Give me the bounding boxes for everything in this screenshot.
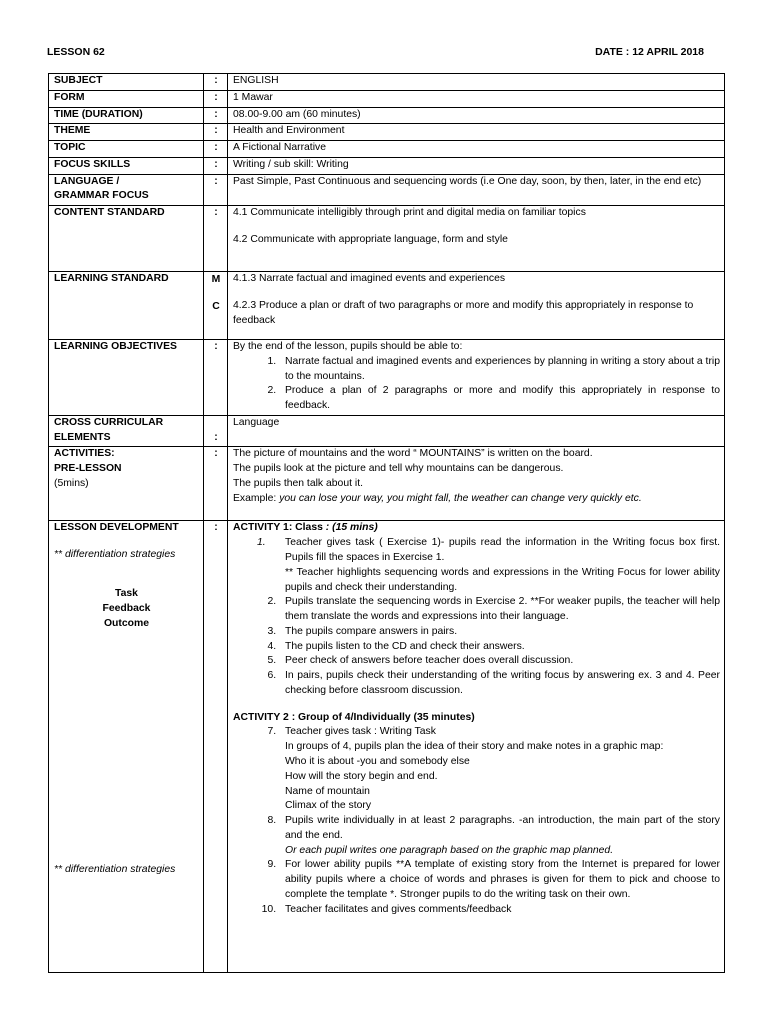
row-time: [49, 107, 725, 124]
colon: :: [204, 447, 228, 521]
focus-skills-label: FOCUS SKILLS: [49, 157, 204, 174]
activity-2-item: 10. Teacher facilitates and gives comments/feedback: [279, 903, 720, 918]
row-topic: [49, 141, 725, 158]
learning-objectives-value: [228, 340, 725, 416]
objective-item: 1. Narrate factual and imagined events and experiences by planning in writing a story about a trip to the mountains.: [279, 355, 720, 385]
language-label-line1: LANGUAGE /: [54, 175, 120, 187]
objectives-intro: By the end of the lesson, pupils should be able to:: [233, 341, 463, 353]
cross-curricular-label: [49, 415, 204, 447]
row-activities: [49, 447, 725, 521]
activities-label: [49, 447, 204, 521]
lesson-development-value: [228, 521, 725, 973]
colon: :: [204, 141, 228, 158]
language-value: Past Simple, Past Continuous and sequencing words (i.e One day, soon, by then, later, in the end etc): [228, 174, 725, 206]
differentiation-note: ** differentiation strategies: [54, 549, 176, 561]
activity-line: The pupils look at the picture and tell why mountains can be dangerous.: [233, 463, 564, 475]
cross-curricular-value: Language: [228, 415, 725, 447]
row-subject: [49, 74, 725, 91]
colon: :: [204, 415, 228, 447]
learning-standard-marker: [204, 272, 228, 340]
activity-2-title: ACTIVITY 2 : Group of 4/Individually (35 minutes): [233, 711, 475, 723]
row-lesson-development: [49, 521, 725, 973]
colon: :: [204, 90, 228, 107]
activity-1-item: 2. Pupils translate the sequencing words in Exercise 2. **For weaker pupils, the teacher will help them translate the words and expressions into their language.: [279, 595, 720, 625]
time-label: TIME (DURATION): [49, 107, 204, 124]
objective-item: 2. Produce a plan of 2 paragraphs or more and modify this appropriately in response to feedback.: [279, 384, 720, 414]
row-content-standard: [49, 206, 725, 272]
row-cross-curricular: [49, 415, 725, 447]
colon: :: [204, 107, 228, 124]
form-label: FORM: [49, 90, 204, 107]
feedback-label: Feedback: [102, 602, 151, 614]
lesson-development-title: LESSON DEVELOPMENT: [54, 522, 179, 534]
colon: :: [204, 124, 228, 141]
row-focus-skills: [49, 157, 725, 174]
example-label: Example:: [233, 492, 280, 504]
cross-label-line1: CROSS CURRICULAR: [54, 416, 164, 428]
lesson-number: LESSON 62: [47, 46, 105, 58]
theme-label: THEME: [49, 124, 204, 141]
activity-2-item: 8. Pupils write individually in at least 2 paragraphs. -an introduction, the main part of the story and the end. Or each pupil writes one paragraph based on the graphic map planned.: [279, 814, 720, 858]
row-theme: [49, 124, 725, 141]
activity-1-title: ACTIVITY 1: Class : (15 mins): [233, 522, 378, 534]
learning-standard-value: [228, 272, 725, 340]
subject-label: SUBJECT: [49, 74, 204, 91]
activity-1-item: 3. The pupils compare answers in pairs.: [279, 625, 720, 640]
lesson-date: DATE : 12 APRIL 2018: [595, 46, 704, 58]
activity-2-item: 9. For lower ability pupils **A template of existing story from the Internet is prepared for lower ability pupils where a choice of words and phrases is given for them to pick and choose to complete the template *. Stronger pupils to do the writing task on their own.: [279, 858, 720, 902]
language-label-line2: GRAMMAR FOCUS: [54, 190, 149, 202]
learning-standard-item: 4.2.3 Produce a plan or draft of two paragraphs or more and modify this appropriately in response to feedback: [233, 299, 694, 326]
differentiation-note: ** differentiation strategies: [54, 864, 176, 876]
colon: :: [204, 340, 228, 416]
row-learning-objectives: [49, 340, 725, 416]
activity-line: The picture of mountains and the word “ MOUNTAINS” is written on the board.: [233, 448, 593, 460]
activity-1-note: ** Teacher highlights sequencing words and expressions in the Writing Focus for lower ability pupils and check their understanding.: [285, 566, 720, 593]
cross-label-line2: ELEMENTS: [54, 431, 111, 443]
colon: :: [204, 157, 228, 174]
activity-line: The pupils then talk about it.: [233, 478, 363, 490]
colon: :: [204, 206, 228, 272]
activity-1-item: 6. In pairs, pupils check their understanding of the writing focus by answering ex. 3 and 4. Peer checking before classroom discussion.: [279, 669, 720, 699]
topic-value: A Fictional Narrative: [228, 141, 725, 158]
subject-value: ENGLISH: [228, 74, 725, 91]
lesson-plan-table: [48, 73, 725, 973]
focus-skills-value: Writing / sub skill: Writing: [228, 157, 725, 174]
example-text: you can lose your way, you might fall, the weather can change very quickly etc.: [279, 492, 642, 504]
activity-1-item: 1. Teacher gives task ( Exercise 1)- pupils read the information in the Writing focus box first. Pupils fill the spaces in Exercise 1. ** Teacher highlights sequencing words and expressions in the Writing Focus for lower ability pupils and check their understanding.: [279, 536, 720, 595]
form-value: 1 Mawar: [228, 90, 725, 107]
content-standard-item: 4.2 Communicate with appropriate language, form and style: [233, 233, 508, 245]
content-standard-label: CONTENT STANDARD: [49, 206, 204, 272]
task-label: Task: [115, 588, 138, 600]
language-label: [49, 174, 204, 206]
content-standard-value: [228, 206, 725, 272]
colon: :: [204, 174, 228, 206]
colon: :: [204, 521, 228, 973]
activity-2-item: 7. Teacher gives task : Writing Task In groups of 4, pupils plan the idea of their story and make notes in a graphic map: Who it is about -you and somebody else How will the story begin and end. Name of mountain Climax of the story: [279, 725, 720, 814]
activities-label-line2: PRE-LESSON: [54, 463, 122, 475]
theme-value: Health and Environment: [228, 124, 725, 141]
colon: :: [204, 74, 228, 91]
activity-1-item: 5. Peer check of answers before teacher does overall discussion.: [279, 654, 720, 669]
row-language-focus: [49, 174, 725, 206]
time-value: 08.00-9.00 am (60 minutes): [228, 107, 725, 124]
learning-objectives-label: LEARNING OBJECTIVES: [49, 340, 204, 416]
activities-label-line1: ACTIVITIES:: [54, 448, 115, 460]
row-form: [49, 90, 725, 107]
learning-standard-item: 4.1.3 Narrate factual and imagined events and experiences: [233, 273, 506, 285]
activities-value: [228, 447, 725, 521]
topic-label: TOPIC: [49, 141, 204, 158]
marker-c: C: [212, 301, 220, 313]
activities-label-line3: (5mins): [54, 478, 89, 490]
content-standard-item: 4.1 Communicate intelligibly through print and digital media on familiar topics: [233, 207, 586, 219]
activity-1-item: 4. The pupils listen to the CD and check their answers.: [279, 640, 720, 655]
row-learning-standard: [49, 272, 725, 340]
lesson-development-label: [49, 521, 204, 973]
learning-standard-label: LEARNING STANDARD: [49, 272, 204, 340]
activity-example: [233, 492, 720, 507]
marker-m: M: [211, 274, 221, 286]
outcome-label: Outcome: [103, 617, 150, 629]
